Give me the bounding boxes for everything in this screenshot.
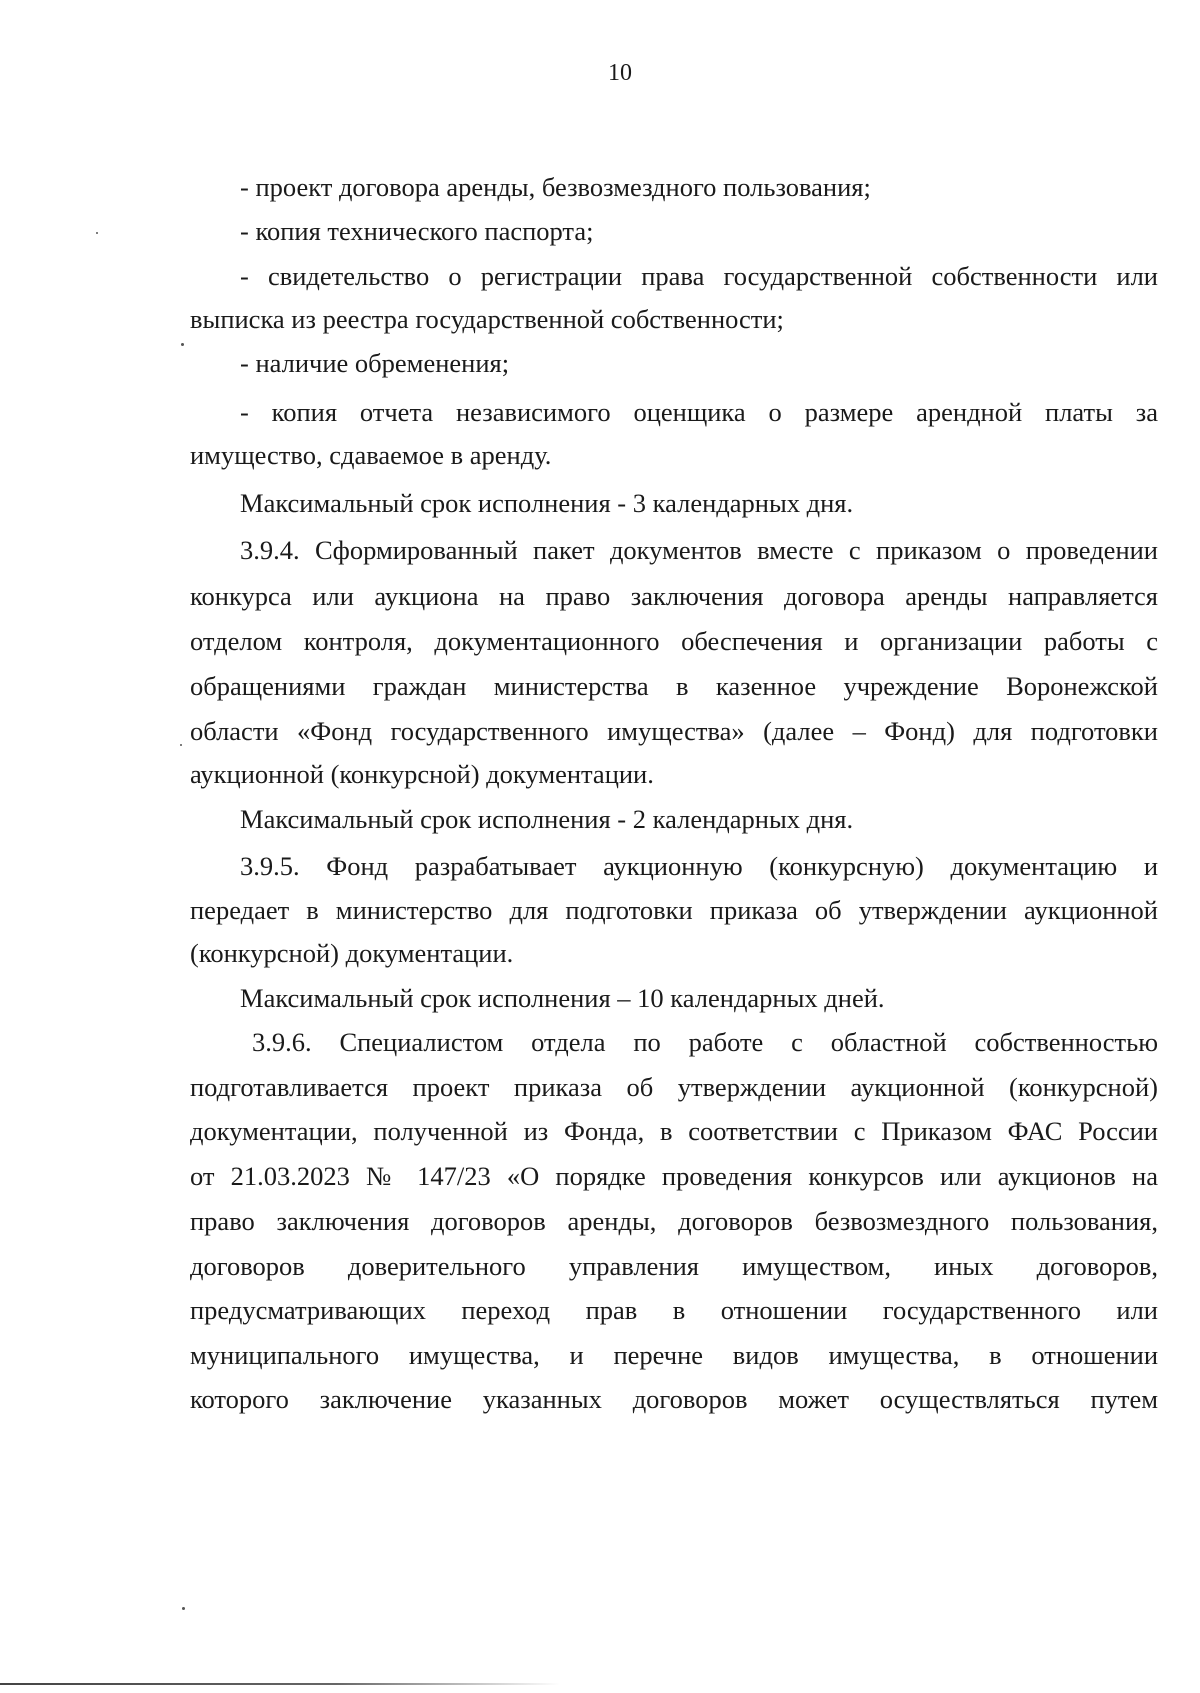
text-line: подготавливается проект приказа об утверждении аукционной (конкурсной) — [190, 1072, 1158, 1102]
text-line: - проект договора аренды, безвозмездного пользования; — [240, 172, 871, 202]
text-line: обращениями граждан министерства в казенное учреждение Воронежской — [190, 671, 1158, 701]
text-line: - свидетельство о регистрации права государственной собственности или — [240, 261, 1158, 291]
text-line: конкурса или аукциона на право заключения договора аренды направляется — [190, 581, 1158, 611]
text-line: - копия технического паспорта; — [240, 216, 594, 246]
page-number: 10 — [608, 60, 632, 86]
text-line: муниципального имущества, и перечне видов имущества, в отношении — [190, 1340, 1158, 1370]
scan-speck — [182, 1607, 185, 1610]
text-line: право заключения договоров аренды, договоров безвозмездного пользования, — [190, 1206, 1158, 1236]
text-line: - наличие обременения; — [240, 348, 510, 378]
scan-speck — [181, 343, 184, 346]
text-line: отделом контроля, документационного обеспечения и организации работы с — [190, 626, 1158, 656]
scan-speck — [180, 744, 182, 746]
text-line: договоров доверительного управления имуществом, иных договоров, — [190, 1251, 1158, 1281]
text-line: выписка из реестра государственной собственности; — [190, 304, 784, 334]
text-line: которого заключение указанных договоров может осуществляться путем — [190, 1384, 1158, 1414]
text-line: имущество, сдаваемое в аренду. — [190, 440, 552, 470]
text-line: 3.9.4. Сформированный пакет документов вместе с приказом о проведении — [240, 535, 1158, 565]
text-line: Максимальный срок исполнения - 2 календарных дня. — [240, 804, 854, 834]
text-line: области «Фонд государственного имущества» (далее – Фонд) для подготовки — [190, 716, 1158, 746]
scan-edge-line — [0, 1683, 560, 1685]
text-line: (конкурсной) документации. — [190, 938, 514, 968]
text-line: документации, полученной из Фонда, в соответствии с Приказом ФАС России — [190, 1116, 1158, 1146]
text-line: Максимальный срок исполнения - 3 календарных дня. — [240, 488, 854, 518]
text-line: - копия отчета независимого оценщика о размере арендной платы за — [240, 397, 1158, 427]
text-line: аукционной (конкурсной) документации. — [190, 759, 654, 789]
text-line: 3.9.6. Специалистом отдела по работе с областной собственностью — [252, 1027, 1158, 1057]
text-line: предусматривающих переход прав в отношении государственного или — [190, 1295, 1158, 1325]
text-line: Максимальный срок исполнения – 10 календарных дней. — [240, 983, 885, 1013]
text-line: передает в министерство для подготовки приказа об утверждении аукционной — [190, 895, 1158, 925]
text-line: от 21.03.2023 № 147/23 «О порядке проведения конкурсов или аукционов на — [190, 1161, 1158, 1191]
text-line: 3.9.5. Фонд разрабатывает аукционную (конкурсную) документацию и — [240, 851, 1158, 881]
scan-speck — [96, 232, 98, 234]
